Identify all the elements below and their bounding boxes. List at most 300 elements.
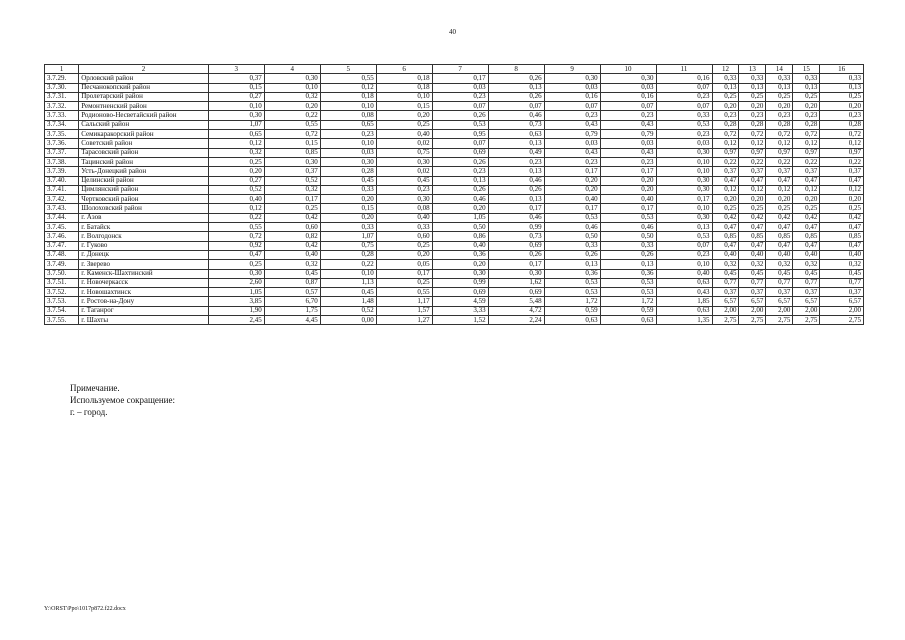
value-cell: 0,16 [544, 92, 600, 101]
territory-name: Орловский район [79, 74, 209, 83]
value-cell: 0,85 [820, 232, 864, 241]
value-cell: 0,22 [793, 157, 820, 166]
value-cell: 0,55 [376, 288, 432, 297]
value-cell: 0,72 [208, 232, 264, 241]
value-cell: 0,13 [712, 83, 739, 92]
value-cell: 0,10 [656, 204, 712, 213]
value-cell: 0,43 [544, 120, 600, 129]
territory-name: г. Шахты [79, 316, 209, 325]
value-cell: 4,72 [488, 306, 544, 315]
value-cell: 1,07 [320, 232, 376, 241]
row-code: 3.7.38. [45, 157, 79, 166]
value-cell: 0,60 [376, 232, 432, 241]
value-cell: 0,10 [208, 102, 264, 111]
value-cell: 0,37 [739, 167, 766, 176]
table-row [45, 167, 864, 176]
table-row [45, 130, 864, 139]
value-cell: 0,05 [376, 260, 432, 269]
value-cell: 0,40 [820, 250, 864, 259]
value-cell: 0,69 [432, 288, 488, 297]
value-cell: 0,43 [600, 120, 656, 129]
value-cell: 0,00 [320, 316, 376, 325]
row-code: 3.7.39. [45, 167, 79, 176]
column-header: 12 [712, 65, 739, 74]
value-cell: 0,26 [432, 157, 488, 166]
value-cell: 0,03 [544, 139, 600, 148]
value-cell: 0,10 [656, 157, 712, 166]
value-cell: 0,28 [820, 120, 864, 129]
territory-name: Сальский район [79, 120, 209, 129]
value-cell: 1,57 [376, 306, 432, 315]
value-cell: 0,46 [432, 195, 488, 204]
value-cell: 0,28 [739, 120, 766, 129]
value-cell: 0,30 [544, 74, 600, 83]
value-cell: 0,59 [544, 306, 600, 315]
value-cell: 0,07 [656, 83, 712, 92]
value-cell: 0,32 [264, 92, 320, 101]
row-code: 3.7.40. [45, 176, 79, 185]
value-cell: 0,86 [432, 232, 488, 241]
column-header: 11 [656, 65, 712, 74]
territory-name: Тацинский район [79, 157, 209, 166]
value-cell: 0,25 [376, 241, 432, 250]
value-cell: 3,85 [208, 297, 264, 306]
value-cell: 0,30 [656, 148, 712, 157]
value-cell: 0,20 [600, 185, 656, 194]
row-code: 3.7.45. [45, 223, 79, 232]
value-cell: 0,17 [432, 74, 488, 83]
row-code: 3.7.29. [45, 74, 79, 83]
table-row [45, 139, 864, 148]
value-cell: 0,30 [488, 269, 544, 278]
value-cell: 0,22 [712, 157, 739, 166]
territory-name: г. Таганрог [79, 306, 209, 315]
value-cell: 0,72 [739, 130, 766, 139]
value-cell: 0,57 [264, 288, 320, 297]
value-cell: 0,33 [320, 185, 376, 194]
value-cell: 0,27 [208, 176, 264, 185]
value-cell: 0,25 [712, 92, 739, 101]
value-cell: 0,40 [766, 250, 793, 259]
territory-name: Ремонтненский район [79, 102, 209, 111]
value-cell: 0,25 [739, 204, 766, 213]
value-cell: 1,13 [320, 278, 376, 287]
value-cell: 1,72 [544, 297, 600, 306]
value-cell: 0,18 [376, 74, 432, 83]
value-cell: 0,03 [544, 83, 600, 92]
value-cell: 0,53 [600, 213, 656, 222]
value-cell: 0,23 [488, 157, 544, 166]
value-cell: 0,55 [208, 223, 264, 232]
value-cell: 0,07 [432, 139, 488, 148]
value-cell: 0,03 [600, 139, 656, 148]
value-cell: 0,42 [264, 241, 320, 250]
territory-name: г. Гуково [79, 241, 209, 250]
value-cell: 0,33 [320, 223, 376, 232]
value-cell: 0,12 [820, 139, 864, 148]
row-code: 3.7.55. [45, 316, 79, 325]
value-cell: 0,72 [264, 130, 320, 139]
value-cell: 0,37 [820, 167, 864, 176]
value-cell: 0,77 [712, 278, 739, 287]
value-cell: 0,77 [766, 278, 793, 287]
table-row [45, 102, 864, 111]
value-cell: 0,42 [739, 213, 766, 222]
table-row [45, 111, 864, 120]
value-cell: 0,37 [820, 288, 864, 297]
value-cell: 0,33 [820, 74, 864, 83]
value-cell: 0,46 [488, 213, 544, 222]
value-cell: 0,23 [544, 111, 600, 120]
table-row [45, 213, 864, 222]
table-row [45, 176, 864, 185]
value-cell: 0,20 [739, 102, 766, 111]
value-cell: 0,22 [208, 213, 264, 222]
value-cell: 6,57 [766, 297, 793, 306]
value-cell: 0,18 [320, 92, 376, 101]
value-cell: 0,42 [264, 213, 320, 222]
value-cell: 2,75 [739, 316, 766, 325]
value-cell: 0,30 [208, 111, 264, 120]
value-cell: 0,46 [600, 223, 656, 232]
value-cell: 1,27 [376, 316, 432, 325]
value-cell: 0,32 [208, 148, 264, 157]
value-cell: 0,08 [320, 111, 376, 120]
value-cell: 0,07 [432, 102, 488, 111]
value-cell: 0,17 [488, 260, 544, 269]
column-header: 15 [793, 65, 820, 74]
value-cell: 0,25 [712, 204, 739, 213]
value-cell: 0,25 [208, 157, 264, 166]
value-cell: 6,57 [712, 297, 739, 306]
value-cell: 0,72 [712, 130, 739, 139]
value-cell: 0,12 [766, 139, 793, 148]
column-header: 4 [264, 65, 320, 74]
value-cell: 0,47 [766, 241, 793, 250]
value-cell: 0,40 [376, 130, 432, 139]
value-cell: 0,25 [264, 204, 320, 213]
value-cell: 0,30 [600, 74, 656, 83]
value-cell: 0,20 [208, 167, 264, 176]
value-cell: 0,13 [488, 139, 544, 148]
value-cell: 0,37 [739, 288, 766, 297]
row-code: 3.7.47. [45, 241, 79, 250]
value-cell: 0,13 [766, 83, 793, 92]
value-cell: 0,13 [544, 260, 600, 269]
value-cell: 0,15 [264, 139, 320, 148]
value-cell: 0,95 [432, 130, 488, 139]
value-cell: 0,13 [793, 83, 820, 92]
value-cell: 0,23 [656, 130, 712, 139]
row-code: 3.7.46. [45, 232, 79, 241]
value-cell: 0,45 [766, 269, 793, 278]
value-cell: 0,50 [432, 223, 488, 232]
row-code: 3.7.36. [45, 139, 79, 148]
territory-name: Родионово-Несветайский район [79, 111, 209, 120]
value-cell: 0,20 [376, 111, 432, 120]
value-cell: 0,30 [208, 269, 264, 278]
value-cell: 0,23 [793, 111, 820, 120]
table-row [45, 195, 864, 204]
value-cell: 0,69 [488, 288, 544, 297]
value-cell: 0,43 [544, 148, 600, 157]
value-cell: 0,25 [766, 92, 793, 101]
value-cell: 0,17 [600, 167, 656, 176]
value-cell: 0,23 [820, 111, 864, 120]
value-cell: 0,07 [488, 102, 544, 111]
value-cell: 0,72 [793, 130, 820, 139]
table-row [45, 278, 864, 287]
table-row [45, 232, 864, 241]
value-cell: 0,45 [739, 269, 766, 278]
value-cell: 0,85 [766, 232, 793, 241]
value-cell: 0,32 [793, 260, 820, 269]
value-cell: 0,72 [766, 130, 793, 139]
value-cell: 0,26 [600, 250, 656, 259]
value-cell: 0,55 [320, 74, 376, 83]
value-cell: 0,77 [739, 278, 766, 287]
value-cell: 1,48 [320, 297, 376, 306]
value-cell: 0,47 [208, 250, 264, 259]
value-cell: 0,25 [820, 92, 864, 101]
territory-name: Песчанокопский район [79, 83, 209, 92]
value-cell: 0,13 [820, 83, 864, 92]
value-cell: 0,20 [376, 250, 432, 259]
value-cell: 2,75 [793, 316, 820, 325]
value-cell: 1,17 [376, 297, 432, 306]
value-cell: 0,03 [600, 83, 656, 92]
value-cell: 0,30 [656, 185, 712, 194]
value-cell: 0,23 [739, 111, 766, 120]
value-cell: 0,49 [488, 148, 544, 157]
row-code: 3.7.44. [45, 213, 79, 222]
value-cell: 0,18 [376, 83, 432, 92]
value-cell: 3,33 [432, 306, 488, 315]
table-row [45, 148, 864, 157]
value-cell: 0,47 [766, 223, 793, 232]
value-cell: 2,75 [766, 316, 793, 325]
row-code: 3.7.37. [45, 148, 79, 157]
value-cell: 0,12 [739, 139, 766, 148]
value-cell: 0,32 [820, 260, 864, 269]
page-number: 40 [449, 28, 456, 36]
value-cell: 2,00 [793, 306, 820, 315]
value-cell: 0,12 [712, 185, 739, 194]
value-cell: 0,97 [739, 148, 766, 157]
value-cell: 0,22 [264, 111, 320, 120]
value-cell: 5,48 [488, 297, 544, 306]
value-cell: 0,99 [488, 223, 544, 232]
value-cell: 0,12 [320, 83, 376, 92]
value-cell: 0,63 [600, 316, 656, 325]
value-cell: 0,65 [320, 120, 376, 129]
value-cell: 0,17 [656, 195, 712, 204]
value-cell: 0,72 [820, 130, 864, 139]
value-cell: 1,35 [656, 316, 712, 325]
value-cell: 0,26 [488, 250, 544, 259]
value-cell: 0,23 [432, 92, 488, 101]
value-cell: 0,20 [766, 102, 793, 111]
table-row [45, 269, 864, 278]
table-row [45, 204, 864, 213]
value-cell: 0,52 [320, 306, 376, 315]
value-cell: 0,45 [320, 288, 376, 297]
value-cell: 0,40 [544, 195, 600, 204]
value-cell: 0,45 [376, 176, 432, 185]
value-cell: 0,32 [766, 260, 793, 269]
value-cell: 0,53 [544, 278, 600, 287]
value-cell: 1,62 [488, 278, 544, 287]
value-cell: 0,10 [320, 102, 376, 111]
value-cell: 6,70 [264, 297, 320, 306]
value-cell: 0,47 [739, 176, 766, 185]
column-header: 7 [432, 65, 488, 74]
value-cell: 0,28 [793, 120, 820, 129]
value-cell: 0,20 [739, 195, 766, 204]
row-code: 3.7.42. [45, 195, 79, 204]
value-cell: 6,57 [739, 297, 766, 306]
value-cell: 0,53 [544, 288, 600, 297]
territory-name: Шолоховский район [79, 204, 209, 213]
value-cell: 0,50 [600, 232, 656, 241]
row-code: 3.7.49. [45, 260, 79, 269]
territory-name: г. Донецк [79, 250, 209, 259]
value-cell: 0,40 [600, 195, 656, 204]
value-cell: 0,26 [432, 111, 488, 120]
value-cell: 0,23 [376, 185, 432, 194]
territory-name: г. Батайск [79, 223, 209, 232]
value-cell: 0,17 [600, 204, 656, 213]
table-row [45, 120, 864, 129]
value-cell: 0,40 [739, 250, 766, 259]
value-cell: 0,12 [739, 185, 766, 194]
value-cell: 4,59 [432, 297, 488, 306]
value-cell: 0,25 [793, 204, 820, 213]
value-cell: 0,47 [712, 241, 739, 250]
table-row [45, 297, 864, 306]
value-cell: 0,59 [600, 306, 656, 315]
value-cell: 0,37 [712, 167, 739, 176]
column-header: 1 [45, 65, 79, 74]
value-cell: 0,75 [376, 148, 432, 157]
value-cell: 0,08 [376, 204, 432, 213]
value-cell: 0,25 [793, 92, 820, 101]
value-cell: 0,23 [656, 250, 712, 259]
territory-name: Чертковский район [79, 195, 209, 204]
value-cell: 0,33 [766, 74, 793, 83]
value-cell: 0,85 [712, 232, 739, 241]
value-cell: 0,27 [208, 92, 264, 101]
value-cell: 0,37 [766, 167, 793, 176]
territory-name: г. Ростов-на-Дону [79, 297, 209, 306]
value-cell: 0,30 [656, 176, 712, 185]
row-code: 3.7.33. [45, 111, 79, 120]
value-cell: 0,25 [376, 120, 432, 129]
value-cell: 0,20 [793, 195, 820, 204]
table-row [45, 185, 864, 194]
value-cell: 0,22 [766, 157, 793, 166]
value-cell: 0,37 [793, 167, 820, 176]
value-cell: 0,45 [320, 176, 376, 185]
value-cell: 0,73 [488, 232, 544, 241]
value-cell: 0,28 [712, 120, 739, 129]
value-cell: 0,77 [793, 278, 820, 287]
value-cell: 0,20 [544, 176, 600, 185]
value-cell: 0,37 [793, 288, 820, 297]
value-cell: 0,53 [544, 213, 600, 222]
value-cell: 0,25 [208, 260, 264, 269]
value-cell: 0,20 [712, 102, 739, 111]
table-row [45, 250, 864, 259]
value-cell: 0,42 [793, 213, 820, 222]
value-cell: 0,37 [264, 167, 320, 176]
row-code: 3.7.53. [45, 297, 79, 306]
value-cell: 0,42 [766, 213, 793, 222]
value-cell: 0,33 [600, 241, 656, 250]
value-cell: 0,77 [820, 278, 864, 287]
value-cell: 4,45 [264, 316, 320, 325]
row-code: 3.7.51. [45, 278, 79, 287]
value-cell: 0,23 [712, 111, 739, 120]
value-cell: 0,33 [712, 74, 739, 83]
value-cell: 0,10 [656, 260, 712, 269]
row-code: 3.7.30. [45, 83, 79, 92]
value-cell: 0,33 [739, 74, 766, 83]
value-cell: 0,20 [766, 195, 793, 204]
value-cell: 0,45 [712, 269, 739, 278]
table-row [45, 260, 864, 269]
column-header: 2 [79, 65, 209, 74]
row-code: 3.7.52. [45, 288, 79, 297]
table-row [45, 316, 864, 325]
value-cell: 0,20 [600, 176, 656, 185]
value-cell: 2,75 [820, 316, 864, 325]
value-cell: 0,12 [208, 204, 264, 213]
value-cell: 0,28 [320, 167, 376, 176]
territory-name: Цимлянский район [79, 185, 209, 194]
value-cell: 0,87 [264, 278, 320, 287]
value-cell: 0,28 [766, 120, 793, 129]
value-cell: 6,57 [820, 297, 864, 306]
value-cell: 0,33 [376, 223, 432, 232]
abbreviation-heading: Используемое сокращение: [70, 395, 175, 405]
value-cell: 0,82 [264, 232, 320, 241]
row-code: 3.7.35. [45, 130, 79, 139]
value-cell: 0,17 [376, 269, 432, 278]
territory-name: Тарасовский район [79, 148, 209, 157]
value-cell: 0,10 [376, 92, 432, 101]
value-cell: 0,36 [432, 250, 488, 259]
value-cell: 0,40 [264, 250, 320, 259]
value-cell: 0,32 [264, 260, 320, 269]
value-cell: 1,05 [208, 288, 264, 297]
value-cell: 1,90 [208, 306, 264, 315]
value-cell: 0,13 [432, 176, 488, 185]
row-code: 3.7.48. [45, 250, 79, 259]
footer-file-path: Y:\ORST\Ppo\1017p872.f22.docx [44, 606, 126, 612]
value-cell: 2,00 [766, 306, 793, 315]
table-row [45, 288, 864, 297]
value-cell: 2,75 [712, 316, 739, 325]
value-cell: 0,07 [544, 102, 600, 111]
value-cell: 0,47 [766, 176, 793, 185]
value-cell: 0,85 [739, 232, 766, 241]
value-cell: 0,13 [600, 260, 656, 269]
row-code: 3.7.50. [45, 269, 79, 278]
value-cell: 0,47 [820, 176, 864, 185]
data-table [44, 64, 864, 325]
value-cell: 0,10 [656, 167, 712, 176]
